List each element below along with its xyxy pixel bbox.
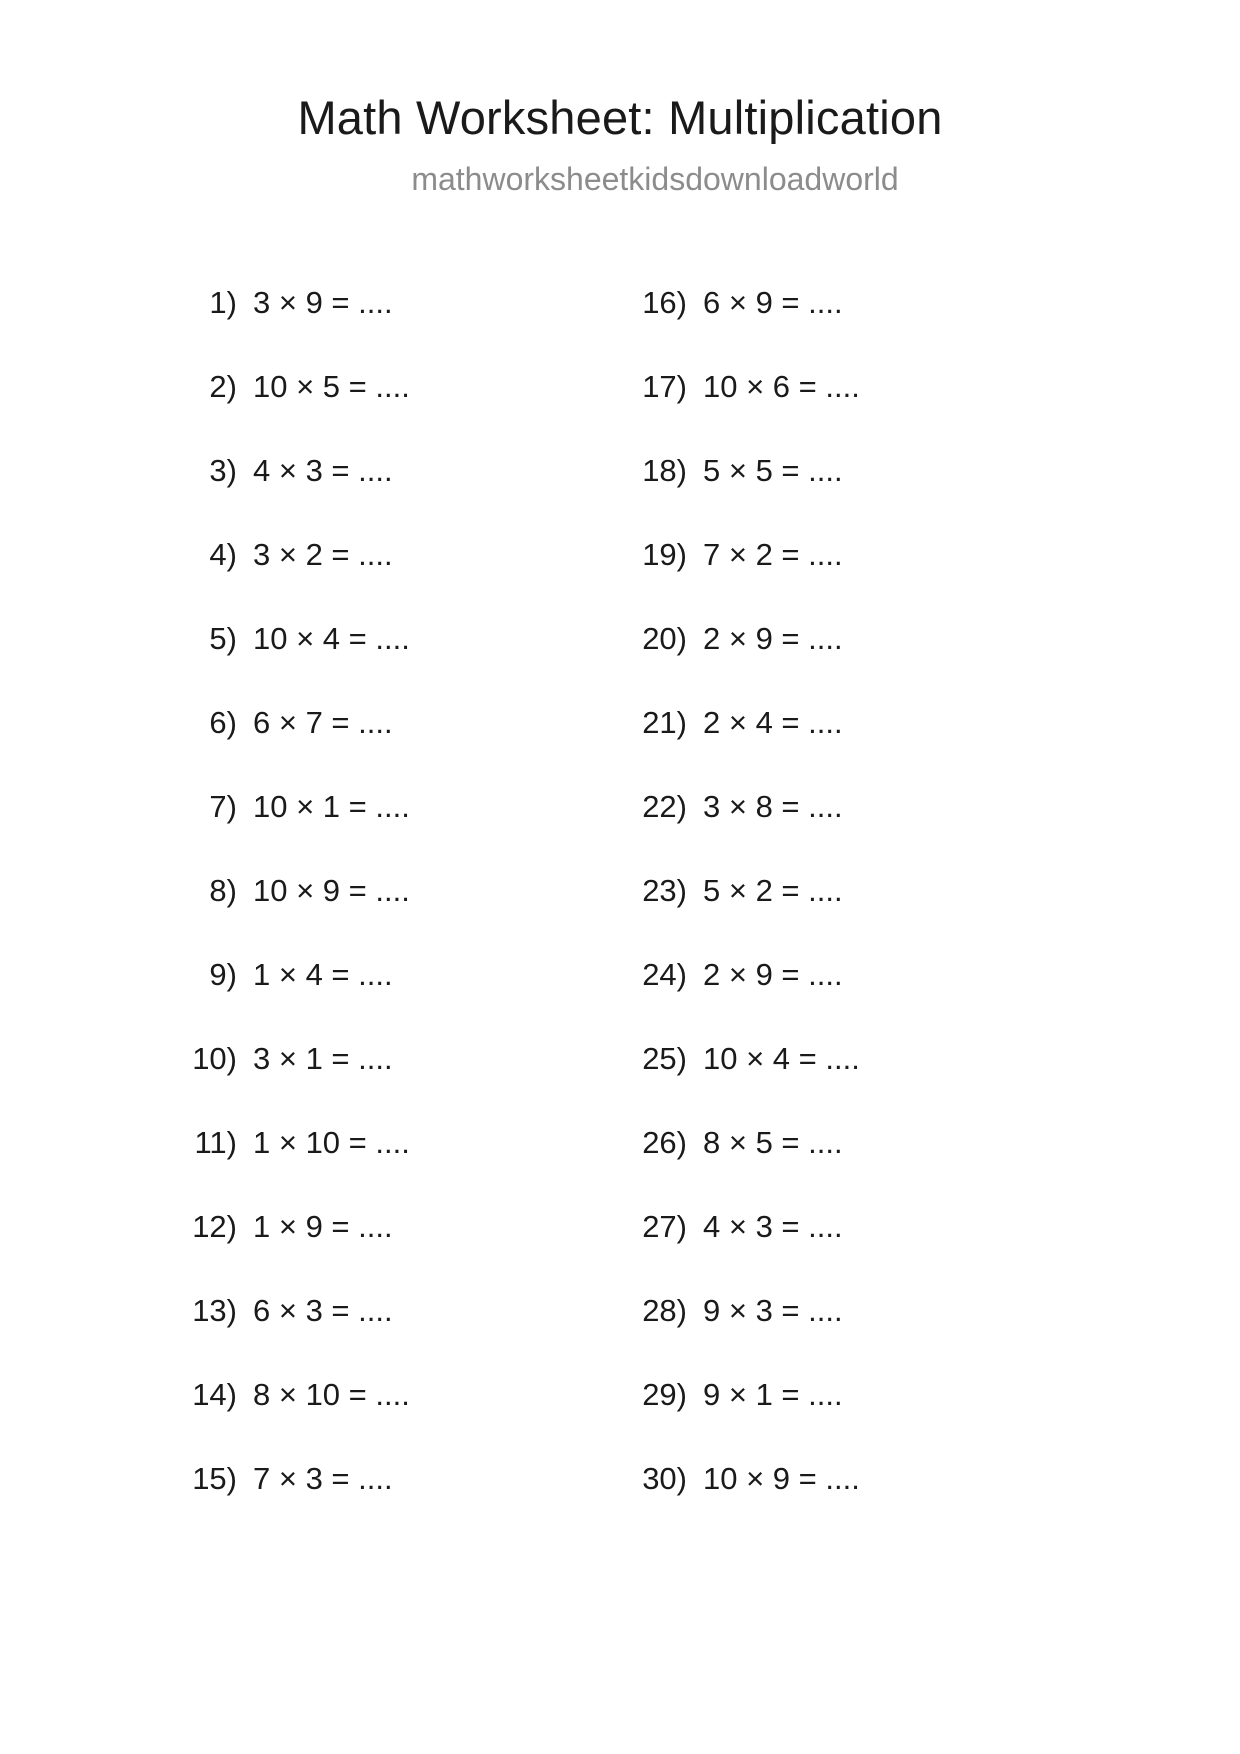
problem-expression: 3 × 9 = .... xyxy=(253,284,393,320)
problem-expression: 8 × 10 = .... xyxy=(253,1376,410,1412)
problem-number: 26) xyxy=(642,1124,687,1160)
problem-number: 20) xyxy=(642,620,687,656)
problem-item xyxy=(625,537,1075,621)
problem-expression: 7 × 2 = .... xyxy=(703,536,843,572)
problem-number: 9) xyxy=(209,956,237,992)
problem-item xyxy=(625,1209,1075,1293)
problem-number: 28) xyxy=(642,1292,687,1328)
problem-item xyxy=(625,1293,1075,1377)
problem-number: 29) xyxy=(642,1376,687,1412)
problem-expression: 10 × 4 = .... xyxy=(253,620,410,656)
problem-expression: 7 × 3 = .... xyxy=(253,1460,393,1496)
problem-item xyxy=(625,705,1075,789)
problem-expression: 10 × 5 = .... xyxy=(253,368,410,404)
problem-item xyxy=(625,1041,1075,1125)
problem-number: 25) xyxy=(642,1040,687,1076)
problem-number: 3) xyxy=(209,452,237,488)
problem-number: 8) xyxy=(209,872,237,908)
problem-expression: 2 × 9 = .... xyxy=(703,956,843,992)
problem-number: 4) xyxy=(209,536,237,572)
problem-expression: 4 × 3 = .... xyxy=(703,1208,843,1244)
problem-number: 23) xyxy=(642,872,687,908)
problem-number: 27) xyxy=(642,1208,687,1244)
problem-item xyxy=(625,1125,1075,1209)
problem-expression: 6 × 7 = .... xyxy=(253,704,393,740)
problem-expression: 10 × 1 = .... xyxy=(253,788,410,824)
problem-expression: 5 × 5 = .... xyxy=(703,452,843,488)
problem-item xyxy=(625,369,1075,453)
problem-item xyxy=(175,1125,625,1209)
problem-expression: 1 × 4 = .... xyxy=(253,956,393,992)
problem-item xyxy=(175,621,625,705)
problem-item xyxy=(175,1041,625,1125)
problem-item xyxy=(175,957,625,1041)
problem-expression: 2 × 4 = .... xyxy=(703,704,843,740)
problem-expression: 9 × 3 = .... xyxy=(703,1292,843,1328)
page-subtitle: mathworksheetkidsdownloadworld xyxy=(411,160,899,197)
problem-number: 17) xyxy=(642,368,687,404)
problem-expression: 3 × 2 = .... xyxy=(253,536,393,572)
problem-expression: 10 × 4 = .... xyxy=(703,1040,860,1076)
problem-number: 7) xyxy=(209,788,237,824)
problem-expression: 3 × 1 = .... xyxy=(253,1040,393,1076)
problem-item xyxy=(175,537,625,621)
problem-item xyxy=(175,1461,625,1545)
problem-item xyxy=(175,453,625,537)
problem-number: 22) xyxy=(642,788,687,824)
problem-number: 11) xyxy=(194,1124,237,1160)
problem-item xyxy=(175,285,625,369)
problem-number: 15) xyxy=(192,1460,237,1496)
problem-item xyxy=(625,453,1075,537)
problem-item xyxy=(175,369,625,453)
problem-item xyxy=(625,1377,1075,1461)
problem-item xyxy=(175,789,625,873)
problem-item xyxy=(175,1209,625,1293)
problem-number: 16) xyxy=(642,284,687,320)
problem-column-left xyxy=(175,285,625,1545)
problem-expression: 10 × 6 = .... xyxy=(703,368,860,404)
problem-expression: 5 × 2 = .... xyxy=(703,872,843,908)
problem-expression: 10 × 9 = .... xyxy=(253,872,410,908)
problem-expression: 3 × 8 = .... xyxy=(703,788,843,824)
problem-number: 19) xyxy=(642,536,687,572)
problem-number: 6) xyxy=(209,704,237,740)
problem-number: 30) xyxy=(642,1460,687,1496)
problem-item xyxy=(175,1293,625,1377)
problem-number: 14) xyxy=(192,1376,237,1412)
problem-number: 12) xyxy=(192,1208,237,1244)
problem-expression: 9 × 1 = .... xyxy=(703,1376,843,1412)
problem-item xyxy=(625,957,1075,1041)
problem-item xyxy=(175,873,625,957)
page-title: Math Worksheet: Multiplication xyxy=(297,91,943,144)
problem-expression: 6 × 9 = .... xyxy=(703,284,843,320)
problem-expression: 4 × 3 = .... xyxy=(253,452,393,488)
problem-number: 21) xyxy=(642,704,687,740)
problem-number: 10) xyxy=(192,1040,237,1076)
problem-number: 24) xyxy=(642,956,687,992)
problem-item xyxy=(625,621,1075,705)
problem-number: 2) xyxy=(209,368,237,404)
problem-expression: 1 × 10 = .... xyxy=(253,1124,410,1160)
problem-columns xyxy=(0,285,1240,1545)
problem-expression: 2 × 9 = .... xyxy=(703,620,843,656)
problem-number: 5) xyxy=(209,620,237,656)
problem-number: 18) xyxy=(642,452,687,488)
problem-item xyxy=(625,789,1075,873)
problem-item xyxy=(625,873,1075,957)
problem-number: 1) xyxy=(209,284,237,320)
problem-item xyxy=(175,1377,625,1461)
problem-expression: 8 × 5 = .... xyxy=(703,1124,843,1160)
problem-number: 13) xyxy=(192,1292,237,1328)
problem-item xyxy=(625,1461,1075,1545)
problem-expression: 6 × 3 = .... xyxy=(253,1292,393,1328)
problem-item xyxy=(625,285,1075,369)
problem-expression: 10 × 9 = .... xyxy=(703,1460,860,1496)
problem-expression: 1 × 9 = .... xyxy=(253,1208,393,1244)
problem-column-right xyxy=(625,285,1075,1545)
problem-item xyxy=(175,705,625,789)
